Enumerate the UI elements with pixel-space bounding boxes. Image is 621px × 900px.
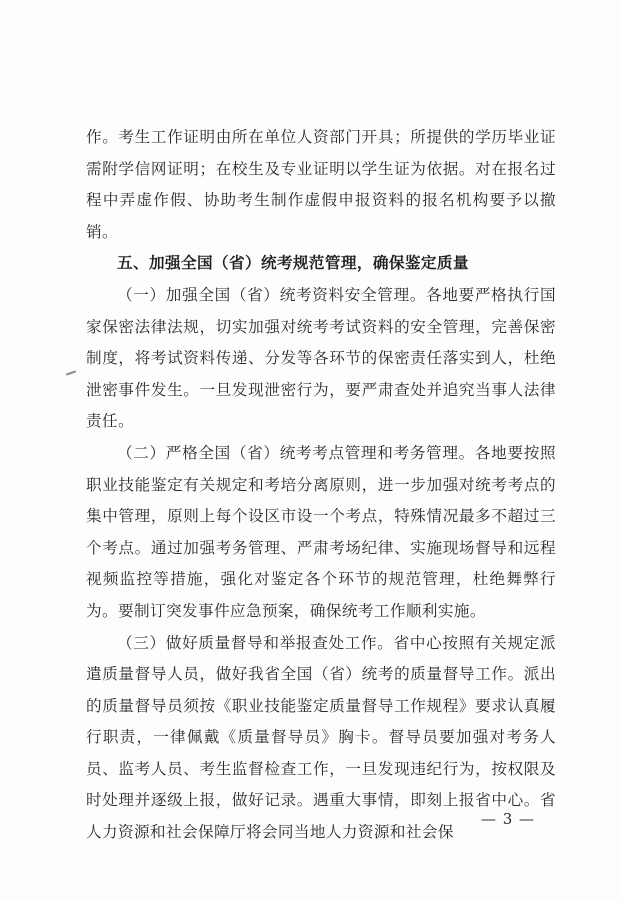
paragraph-item-1: （一）加强全国（省）统考资料安全管理。各地要严格执行国家保密法律法规，切实加强对统考考试资料的安全管理，完善保密制度，将考试资料传递、分发等各环节的保密责任落实到人，杜绝泄密事件发生。一旦发现泄密行为，要严肃查处并追究当事人法律责任。 xyxy=(86,285,556,431)
paragraph-item-2: （二）严格全国（省）统考考点管理和考务管理。各地要按照职业技能鉴定有关规定和考培分离原则，进一步加强对统考考点的集中管理，原则上每个设区市设一个考点，特殊情况最多不超过三个考点。通过加强考务管理、严肃考场纪律、实施现场督导和远程视频监控等措施，强化对鉴定各个环节的规范管理，杜绝舞弊行为。要制订突发事件应急预案，确保统考工作顺利实施。 xyxy=(86,443,556,620)
document-body xyxy=(86,122,556,849)
paragraph-continued: 作。考生工作证明由所在单位人资部门开具；所提供的学历毕业证需附学信网证明；在校生及专业证明以学生证为依据。对在报名过程中弄虚作假、协助考生制作虚假申报资料的报名机构要予以撤销。 xyxy=(86,128,556,241)
scan-artifact xyxy=(66,370,76,375)
page-number: — 3 — xyxy=(480,810,536,828)
paragraph-item-3: （三）做好质量督导和举报查处工作。省中心按照有关规定派遣质量督导人员，做好我省全国（省）统考的质量督导工作。派出的质量督导员须按《职业技能鉴定质量督导工作规程》要求认真履行职责，一律佩戴《质量督导员》胸卡。督导员要加强对考务人员、监考人员、考生监督检查工作，一旦发现违纪行为，按权限及时处理并逐级上报，做好记录。遇重大事情，即刻上报省中心。省人力资源和社会保障厅将会同当地人力资源和社会保 xyxy=(86,633,556,842)
section-heading: 五、加强全国（省）统考规范管理，确保鉴定质量 xyxy=(117,254,469,273)
